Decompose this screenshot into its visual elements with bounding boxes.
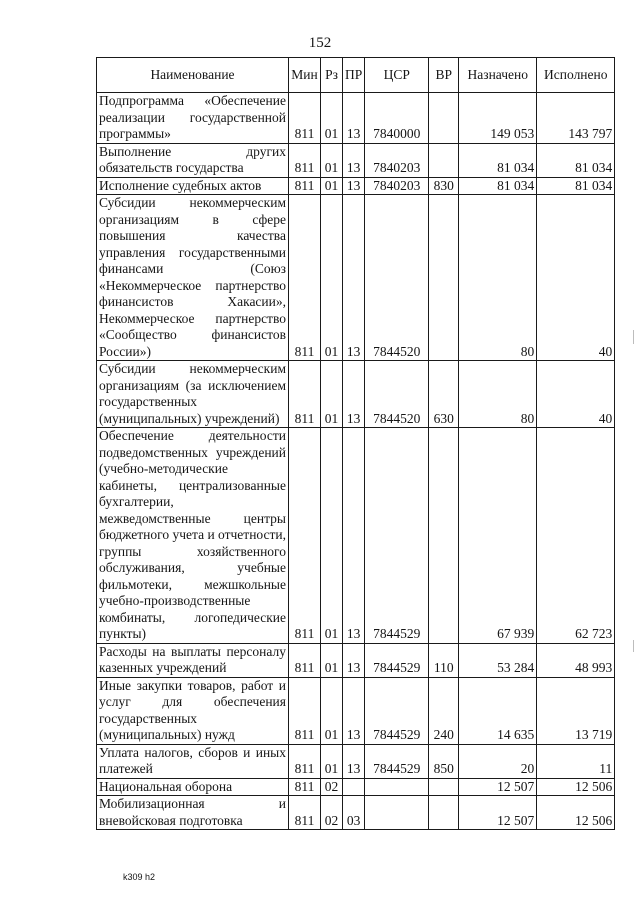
header-rz: Рз <box>321 58 343 93</box>
row-vr <box>429 195 459 361</box>
row-executed: 81 034 <box>537 143 615 177</box>
row-executed: 13 719 <box>537 677 615 744</box>
row-pr: 13 <box>343 643 365 677</box>
row-executed: 81 034 <box>537 177 615 195</box>
row-csr: 7840203 <box>365 143 429 177</box>
row-vr: 240 <box>429 677 459 744</box>
row-name: Иные закупки товаров, работ и услуг для обеспечения государственных (муниципальных) нужд <box>97 677 289 744</box>
row-executed: 62 723 <box>537 428 615 644</box>
row-pr: 13 <box>343 361 365 428</box>
row-vr <box>429 796 459 830</box>
row-min: 811 <box>289 744 321 778</box>
table-row <box>97 177 615 195</box>
row-rz: 01 <box>321 744 343 778</box>
row-csr: 7840203 <box>365 177 429 195</box>
row-name: Национальная оборона <box>97 778 289 796</box>
row-rz: 01 <box>321 195 343 361</box>
row-csr: 7844529 <box>365 744 429 778</box>
row-min: 811 <box>289 195 321 361</box>
row-pr: 13 <box>343 744 365 778</box>
row-planned: 12 507 <box>459 778 537 796</box>
table-body <box>97 93 615 830</box>
row-min: 811 <box>289 143 321 177</box>
row-min: 811 <box>289 643 321 677</box>
row-min: 811 <box>289 428 321 644</box>
row-planned: 81 034 <box>459 177 537 195</box>
row-executed: 12 506 <box>537 796 615 830</box>
scan-edge-mark <box>633 640 634 652</box>
row-name: Выполнение других обязательств государства <box>97 143 289 177</box>
row-pr <box>343 778 365 796</box>
row-name: Исполнение судебных актов <box>97 177 289 195</box>
row-planned: 53 284 <box>459 643 537 677</box>
table-row <box>97 643 615 677</box>
row-vr <box>429 93 459 144</box>
row-vr <box>429 428 459 644</box>
row-pr: 13 <box>343 93 365 144</box>
row-pr: 13 <box>343 195 365 361</box>
budget-execution-table <box>96 57 615 830</box>
table-row <box>97 744 615 778</box>
row-rz: 01 <box>321 428 343 644</box>
row-name: Подпрограмма «Обеспечение реализации государственной программы» <box>97 93 289 144</box>
row-rz: 02 <box>321 796 343 830</box>
row-planned: 81 034 <box>459 143 537 177</box>
table-row <box>97 195 615 361</box>
row-csr: 7844529 <box>365 677 429 744</box>
table-row <box>97 361 615 428</box>
header-pr: ПР <box>343 58 365 93</box>
row-csr: 7844520 <box>365 195 429 361</box>
header-csr: ЦСР <box>365 58 429 93</box>
table-row <box>97 143 615 177</box>
row-vr: 630 <box>429 361 459 428</box>
row-executed: 143 797 <box>537 93 615 144</box>
row-executed: 12 506 <box>537 778 615 796</box>
scan-edge-mark <box>633 330 634 344</box>
row-min: 811 <box>289 796 321 830</box>
row-pr: 03 <box>343 796 365 830</box>
row-name: Субсидии некоммерческим организациям (за исключением государственных (муниципальных) учреждений) <box>97 361 289 428</box>
footer-code: k309 h2 <box>123 872 156 882</box>
row-planned: 14 635 <box>459 677 537 744</box>
row-min: 811 <box>289 93 321 144</box>
row-planned: 80 <box>459 195 537 361</box>
page-number: 152 <box>308 35 332 51</box>
table-header-row <box>97 58 615 93</box>
row-min: 811 <box>289 677 321 744</box>
header-vr: ВР <box>429 58 459 93</box>
row-planned: 80 <box>459 361 537 428</box>
row-vr: 830 <box>429 177 459 195</box>
row-pr: 13 <box>343 428 365 644</box>
row-rz: 01 <box>321 677 343 744</box>
row-planned: 20 <box>459 744 537 778</box>
row-vr: 110 <box>429 643 459 677</box>
row-name: Мобилизационная и вневойсковая подготовка <box>97 796 289 830</box>
row-name: Субсидии некоммерческим организациям в сфере повышения качества управления государственными финансами (Союз «Некоммерческое партнерство финансистов Хакасии», Некоммерческое партнерство «Сообщество финансистов России») <box>97 195 289 361</box>
row-csr <box>365 778 429 796</box>
table-row <box>97 93 615 144</box>
row-name: Расходы на выплаты персоналу казенных учреждений <box>97 643 289 677</box>
row-rz: 01 <box>321 143 343 177</box>
row-rz: 01 <box>321 93 343 144</box>
row-rz: 01 <box>321 361 343 428</box>
row-pr: 13 <box>343 177 365 195</box>
header-planned: Назначено <box>459 58 537 93</box>
table-row <box>97 428 615 644</box>
row-rz: 01 <box>321 177 343 195</box>
row-vr: 850 <box>429 744 459 778</box>
row-csr: 7844520 <box>365 361 429 428</box>
row-executed: 11 <box>537 744 615 778</box>
table-row <box>97 796 615 830</box>
row-planned: 67 939 <box>459 428 537 644</box>
header-name: Наименование <box>97 58 289 93</box>
row-name: Уплата налогов, сборов и иных платежей <box>97 744 289 778</box>
table-row <box>97 778 615 796</box>
row-pr: 13 <box>343 677 365 744</box>
row-name: Обеспечение деятельности подведомственных учреждений (учебно-методические кабинеты, централизованные бухгалтерии, межведомственные центры бюджетного учета и отчетности, группы хозяйственного обслуживания, учебные фильмотеки, межшкольные учебно-производственные комбинаты, логопедические пункты) <box>97 428 289 644</box>
row-executed: 48 993 <box>537 643 615 677</box>
row-pr: 13 <box>343 143 365 177</box>
row-csr: 7844529 <box>365 643 429 677</box>
row-rz: 01 <box>321 643 343 677</box>
row-csr <box>365 796 429 830</box>
row-min: 811 <box>289 361 321 428</box>
row-min: 811 <box>289 177 321 195</box>
row-csr: 7844529 <box>365 428 429 644</box>
header-executed: Исполнено <box>537 58 615 93</box>
row-executed: 40 <box>537 195 615 361</box>
table-row <box>97 677 615 744</box>
row-executed: 40 <box>537 361 615 428</box>
row-min: 811 <box>289 778 321 796</box>
row-planned: 149 053 <box>459 93 537 144</box>
row-rz: 02 <box>321 778 343 796</box>
row-csr: 7840000 <box>365 93 429 144</box>
header-min: Мин <box>289 58 321 93</box>
row-vr <box>429 143 459 177</box>
row-planned: 12 507 <box>459 796 537 830</box>
row-vr <box>429 778 459 796</box>
